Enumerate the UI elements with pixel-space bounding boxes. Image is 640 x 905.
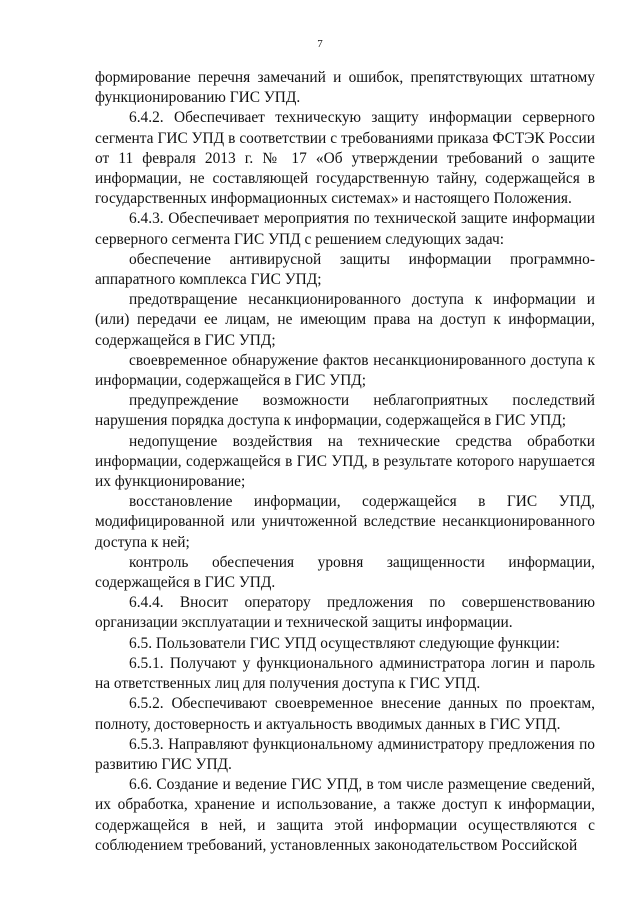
page-number: 7 [317,38,323,50]
task-item-prevent-impact: недопущение воздействия на технические средства обработки информации, содержащейся в ГИС УПД, в результате которого нарушается их функционирование; [95,432,595,491]
paragraph-6-6: 6.6. Создание и ведение ГИС УПД, в том числе размещение сведений, их обработка, хранение и использование, а также доступ к информации, содержащейся в ней, и защита этой информации осуществляются с соблюдением требований, установленных законодательством Российской [95,776,595,854]
task-item-restore-information: восстановление информации, содержащейся в ГИС УПД, модифицированной или уничтоженной вследствие несанкционированного доступа к ней; [95,493,595,551]
paragraph-6-4-2: 6.4.2. Обеспечивает техническую защиту информации серверного сегмента ГИС УПД в соответствии с требованиями приказа ФСТЭК России от 11 февраля 2013 г. № 17 «Об утверждении требований о защите информации, не составляющей государственную тайну, содержащейся в государственных информационных системах» и настоящего Положения. [95,109,595,208]
paragraph-continuation: формирование перечня замечаний и ошибок, препятствующих штатному функционированию ГИС УПД. [95,69,595,107]
task-item-detect-unauthorized-access: своевременное обнаружение фактов несанкционированного доступа к информации, содержащейся в ГИС УПД; [95,351,595,390]
paragraph-6-5-2: 6.5.2. Обеспечивают своевременное внесение данных по проектам, полноту, достоверность и актуальность вводимых данных в ГИС УПД. [95,695,595,733]
document-body [95,68,595,856]
paragraph-6-4-3: 6.4.3. Обеспечивает мероприятия по технической защите информации серверного сегмента ГИС УПД с решением следующих задач: [95,210,595,248]
paragraph-6-5-3: 6.5.3. Направляют функциональному администратору предложения по развитию ГИС УПД. [95,735,595,773]
task-item-prevent-unauthorized-access: предотвращение несанкционированного доступа к информации и (или) передачи ее лицам, не имеющим права на доступ к информации, содержащейся в ГИС УПД; [95,291,595,349]
paragraph-6-5: 6.5. Пользователи ГИС УПД осуществляют следующие функции: [129,634,560,652]
task-item-prevent-consequences: предупреждение возможности неблагоприятных последствий нарушения порядка доступа к информации, содержащейся в ГИС УПД; [95,392,595,430]
task-item-antivirus: обеспечение антивирусной защиты информации программно-аппаратного комплекса ГИС УПД; [95,250,595,289]
paragraph-6-4-4: 6.4.4. Вносит оператору предложения по совершенствованию организации эксплуатации и технической защиты информации. [95,594,595,632]
paragraph-6-5-1: 6.5.1. Получают у функционального администратора логин и пароль на ответственных лиц для получения доступа к ГИС УПД. [95,654,595,693]
task-item-security-control: контроль обеспечения уровня защищенности информации, содержащейся в ГИС УПД. [95,553,595,592]
